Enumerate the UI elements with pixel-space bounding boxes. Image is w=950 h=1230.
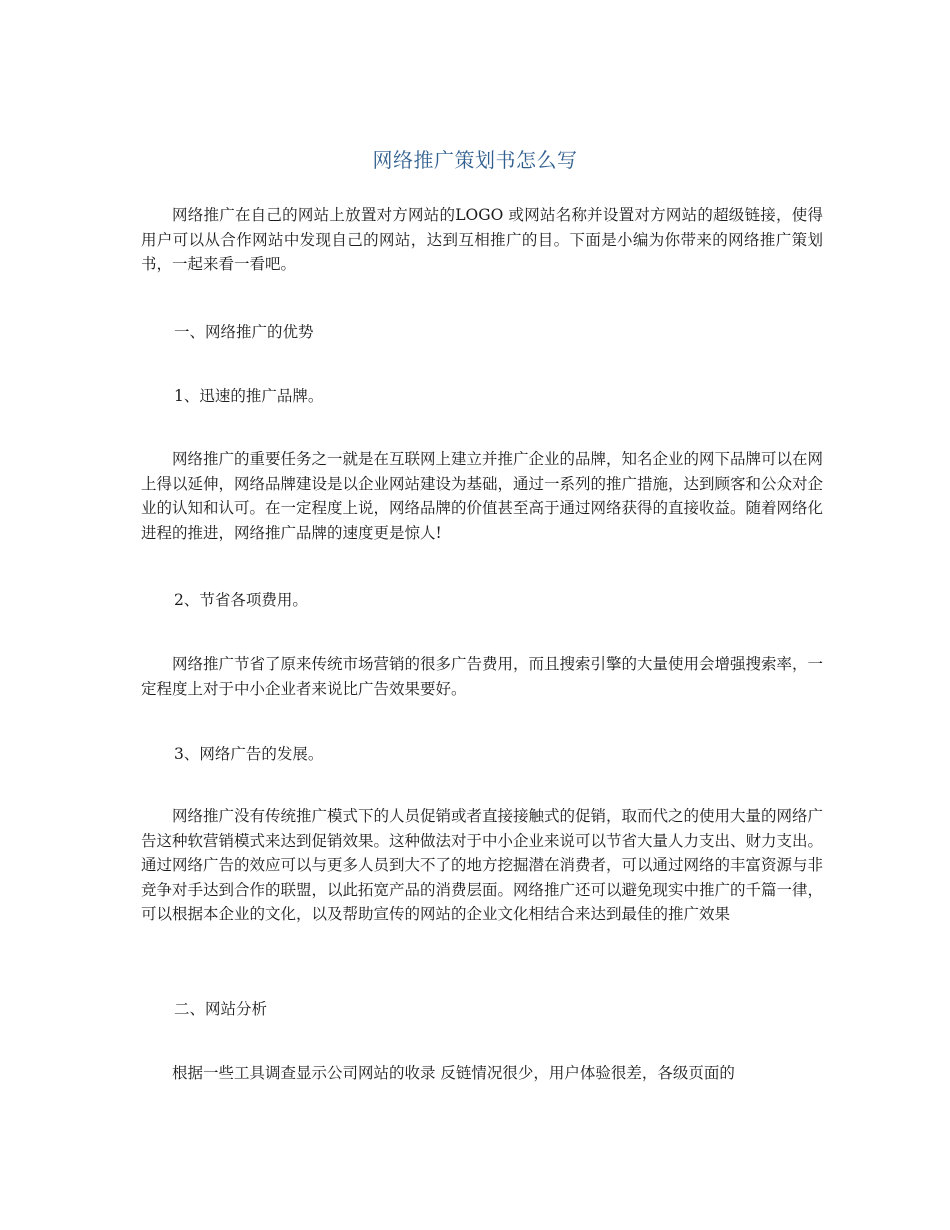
site-analysis-paragraph <box>141 1061 823 1086</box>
intro-text: 网络推广在自己的网站上放置对方网站的LOGO 或网站名称并设置对方网站的超级链接，使得用户可以从合作网站中发现自己的网站，达到互相推广的目。下面是小编为你带来的网络推广策划书，一起来看一看吧。 <box>141 206 823 273</box>
item-heading-ads: 3、网络广告的发展。 <box>174 745 324 763</box>
item-paragraph-ads <box>141 804 823 927</box>
item-paragraph-brand <box>141 447 823 545</box>
item-text-brand: 网络推广的重要任务之一就是在互联网上建立并推广企业的品牌，知名企业的网下品牌可以在网上得以延伸，网络品牌建设是以企业网站建设为基础，通过一系列的推广措施，达到顾客和公众对企业的认知和认可。在一定程度上说，网络品牌的价值甚至高于通过网络获得的直接收益。随着网络化进程的推进，网络推广品牌的速度更是惊人! <box>141 450 824 542</box>
section-heading-advantages: 一、网络推广的优势 <box>174 323 314 341</box>
site-analysis-text: 根据一些工具调查显示公司网站的收录 反链情况很少，用户体验很差，各级页面的 <box>172 1064 735 1082</box>
item-text-cost: 网络推广节省了原来传统市场营销的很多广告费用，而且搜索引擎的大量使用会增强搜索率，一定程度上对于中小企业者来说比广告效果要好。 <box>141 655 824 698</box>
section-heading-site-analysis: 二、网站分析 <box>174 1000 268 1018</box>
item-paragraph-cost <box>141 652 823 701</box>
document-title: 网络推广策划书怎么写 <box>372 148 578 172</box>
item-heading-brand: 1、迅速的推广品牌。 <box>174 387 324 405</box>
item-text-ads: 网络推广没有传统推广模式下的人员促销或者直接接触式的促销，取而代之的使用大量的网络广告这种软营销模式来达到促销效果。这种做法对于中小企业来说可以节省大量人力支出、财力支出。通过网络广告的效应可以与更多人员到大不了的地方挖掘潜在消费者，可以通过网络的丰富资源与非竞争对手达到合作的联盟，以此拓宽产品的消费层面。网络推广还可以避免现实中推广的千篇一律，可以根据本企业的文化，以及帮助宣传的网站的企业文化相结合来达到最佳的推广效果 <box>141 807 824 923</box>
item-heading-cost: 2、节省各项费用。 <box>174 591 308 609</box>
intro-paragraph <box>141 203 823 277</box>
